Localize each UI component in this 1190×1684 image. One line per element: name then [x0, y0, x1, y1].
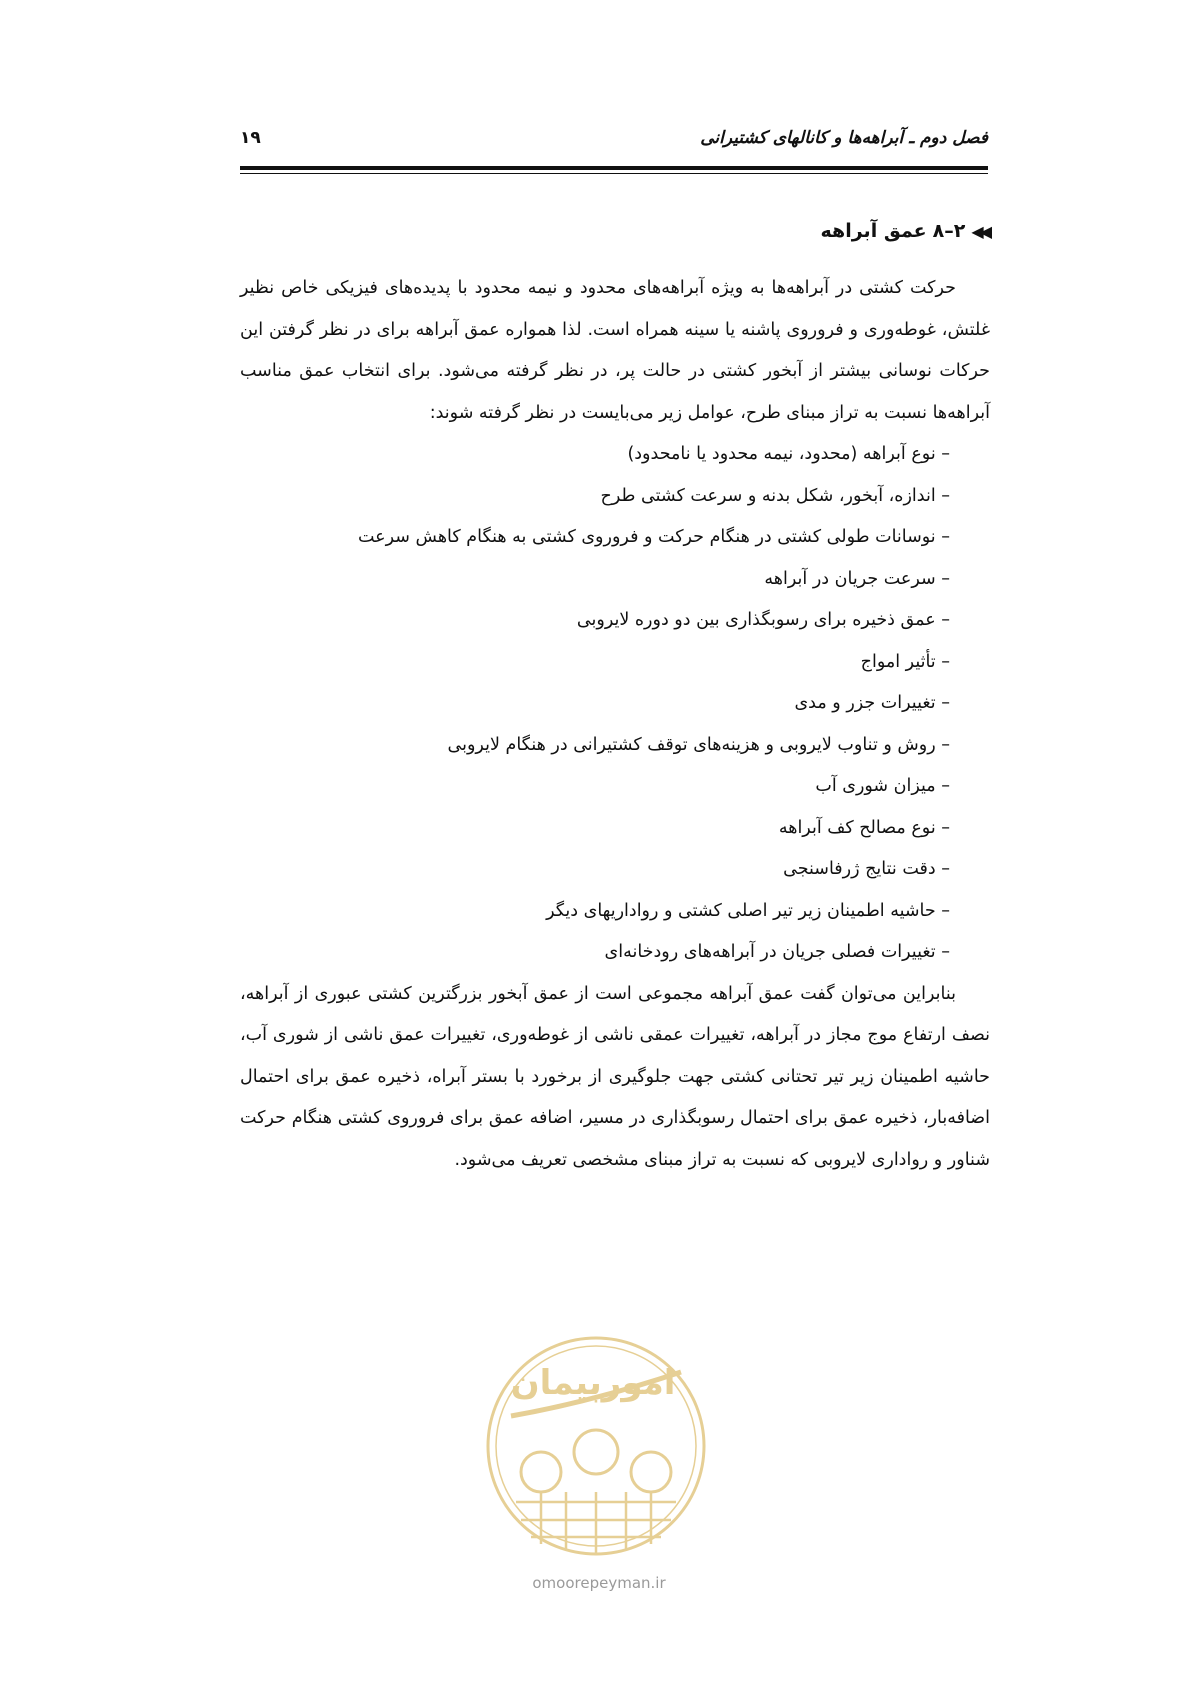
header-rule-thin [240, 173, 988, 174]
list-item: – نوع مصالح کف آبراهه [778, 817, 950, 838]
list-item: – اندازه، آبخور، شکل بدنه و سرعت کشتی طرح [600, 485, 950, 506]
section-title: عمق آبراهه [820, 220, 927, 242]
body-text [240, 268, 990, 1181]
conclusion-paragraph: بنابراین می‌توان گفت عمق آبراهه مجموعی است از عمق آبخور بزرگترین کشتی عبوری از آبراهه، نصف ارتفاع موج مجاز در آبراهه، تغییرات عمقی ناشی از غوطه‌وری، تغییرات عمق ناشی از شوری آب، حاشیه اطمینان زیر تیر تحتانی کشتی جهت جلوگیری از برخورد با بستر آبراه، ذخیره عمق برای احتمال اضافه‌بار، ذخیره عمق برای احتمال رسوبگذاری در مسیر، اضافه عمق برای فروروی کشتی هنگام حرکت شناور و رواداری لایروبی که نسبت به تراز مبنای مشخصی تعریف می‌شود. [240, 983, 990, 1170]
intro-paragraph: حرکت کشتی در آبراهه‌ها به ویژه آبراهه‌های محدود و نیمه محدود با پدیده‌های فیزیکی خاص نظیر غلتش، غوطه‌وری و فروروی پاشنه یا سینه همراه است. لذا همواره عمق آبراهه برای در نظر گرفتن این حرکات نوسانی بیشتر از آبخور کشتی در حالت پر، در نظر گرفته می‌شود. برای انتخاب عمق مناسب آبراهه‌ها نسبت به تراز مبنای طرح، عوامل زیر می‌بایست در نظر گرفته شوند: [240, 278, 990, 423]
omoorepeyman-seal-icon [481, 1332, 711, 1560]
double-arrow-icon: ◀◀ [971, 221, 988, 241]
logo-text: امورپیمان [510, 1363, 676, 1403]
factor-list [240, 434, 990, 974]
chapter-title: فصل دوم ـ آبراهه‌ها و کانالهای کشتیرانی [700, 128, 988, 148]
list-item: – تغییرات فصلی جریان در آبراهه‌های رودخانه‌ای [604, 942, 950, 962]
list-item: – سرعت جریان در آبراهه [764, 568, 950, 589]
website-watermark: omoorepeyman.ir [532, 1574, 666, 1592]
list-item: – تغییرات جزر و مدی [794, 693, 950, 713]
page-number: ۱۹ [240, 128, 261, 148]
list-item: – تأثیر امواج [860, 651, 950, 672]
list-item: – میزان شوری آب [815, 776, 950, 796]
header-rule-thick [240, 166, 988, 170]
section-heading [821, 220, 988, 242]
list-item: – نوسانات طولی کشتی در هنگام حرکت و فروروی کشتی به هنگام کاهش سرعت [358, 527, 950, 547]
section-number: ۲–۸ [932, 220, 966, 242]
page-header [240, 128, 988, 152]
list-item: – دقت نتایج ژرفاسنجی [783, 859, 950, 879]
list-item: – روش و تناوب لایروبی و هزینه‌های توقف کشتیرانی در هنگام لایروبی [447, 734, 950, 755]
list-item: – عمق ذخیره برای رسوبگذاری بین دو دوره لایروبی [576, 610, 950, 630]
list-item: – نوع آبراهه (محدود، نیمه محدود یا نامحدود) [627, 444, 950, 464]
list-item: – حاشیه اطمینان زیر تیر اصلی کشتی و رواداریهای دیگر [546, 900, 950, 921]
